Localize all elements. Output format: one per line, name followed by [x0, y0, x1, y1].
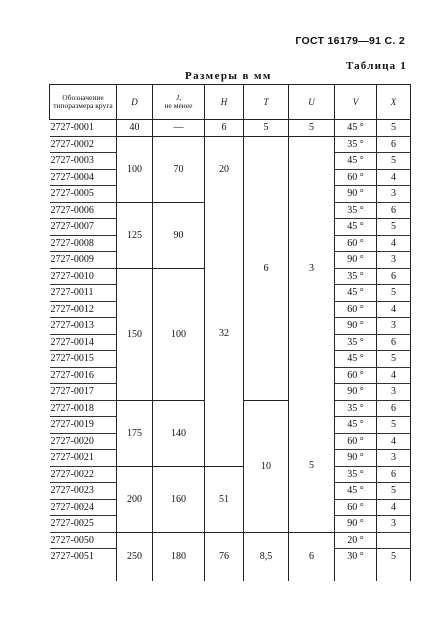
t-cell: 8,5 — [244, 532, 289, 581]
x-cell: 4 — [377, 301, 411, 318]
designation-cell: 2727-0015 — [50, 351, 117, 368]
designation-cell: 2727-0024 — [50, 499, 117, 516]
column-header-j — [153, 85, 205, 120]
designation-cell: 2727-0005 — [50, 186, 117, 203]
designation-cell: 2727-0022 — [50, 466, 117, 483]
x-cell: 4 — [377, 433, 411, 450]
gost-reference: ГОСТ 16179—91 С. 2 — [295, 35, 405, 47]
designation-cell: 2727-0017 — [50, 384, 117, 401]
v-cell: 60 ° — [335, 433, 377, 450]
designation-cell: 2727-0018 — [50, 400, 117, 417]
column-header-h: H — [205, 85, 244, 120]
v-cell: 60 ° — [335, 235, 377, 252]
table-row — [50, 466, 411, 483]
x-cell: 5 — [377, 120, 411, 137]
j-cell: 160 — [153, 466, 205, 532]
column-header-d: D — [117, 85, 153, 120]
column-header-j-symbol: J, — [175, 93, 182, 102]
v-cell: 45 ° — [335, 153, 377, 170]
v-cell: 30 ° — [335, 549, 377, 582]
x-cell: 5 — [377, 483, 411, 500]
x-cell: 3 — [377, 252, 411, 269]
x-cell: 5 — [377, 417, 411, 434]
table-caption: Размеры в мм — [185, 70, 272, 82]
x-cell: 5 — [377, 153, 411, 170]
table-row — [50, 136, 411, 153]
v-cell: 45 ° — [335, 351, 377, 368]
v-cell: 35 ° — [335, 466, 377, 483]
x-cell: 5 — [377, 285, 411, 302]
designation-cell: 2727-0013 — [50, 318, 117, 335]
table-header-row — [50, 85, 411, 120]
x-cell: 6 — [377, 136, 411, 153]
t-cell: 6 — [244, 136, 289, 400]
table-number-label: Таблица 1 — [345, 60, 407, 72]
column-header-u: U — [289, 85, 335, 120]
designation-cell: 2727-0003 — [50, 153, 117, 170]
table-row — [50, 202, 411, 219]
x-cell: 4 — [377, 235, 411, 252]
v-cell: 60 ° — [335, 499, 377, 516]
v-cell: 35 ° — [335, 202, 377, 219]
j-cell: 100 — [153, 268, 205, 400]
j-cell: 180 — [153, 532, 205, 581]
u-cell: 6 — [289, 532, 335, 581]
x-cell: 3 — [377, 450, 411, 467]
designation-cell: 2727-0011 — [50, 285, 117, 302]
d-cell: 175 — [117, 400, 153, 466]
designation-cell: 2727-0023 — [50, 483, 117, 500]
v-cell: 90 ° — [335, 252, 377, 269]
u-cell: 5 — [289, 120, 335, 137]
x-cell: 6 — [377, 268, 411, 285]
t-cell: 5 — [244, 120, 289, 137]
v-cell: 45 ° — [335, 417, 377, 434]
h-cell: 51 — [205, 466, 244, 532]
designation-cell: 2727-0019 — [50, 417, 117, 434]
column-header-v: V — [335, 85, 377, 120]
d-cell: 125 — [117, 202, 153, 268]
designation-cell: 2727-0009 — [50, 252, 117, 269]
column-header-x: X — [377, 85, 411, 120]
v-cell: 35 ° — [335, 400, 377, 417]
v-cell: 90 ° — [335, 384, 377, 401]
d-cell: 100 — [117, 136, 153, 202]
designation-cell: 2727-0008 — [50, 235, 117, 252]
v-cell: 35 ° — [335, 268, 377, 285]
h-cell: 20 — [205, 136, 244, 202]
designation-cell: 2727-0002 — [50, 136, 117, 153]
v-cell: 90 ° — [335, 516, 377, 533]
v-cell: 20 ° — [335, 532, 377, 549]
designation-cell: 2727-0025 — [50, 516, 117, 533]
h-cell: 32 — [205, 202, 244, 466]
v-cell: 35 ° — [335, 334, 377, 351]
v-cell: 60 ° — [335, 367, 377, 384]
d-cell: 40 — [117, 120, 153, 137]
x-cell: 3 — [377, 516, 411, 533]
j-cell: 70 — [153, 136, 205, 202]
v-cell: 90 ° — [335, 186, 377, 203]
designation-cell: 2727-0014 — [50, 334, 117, 351]
j-cell: — — [153, 120, 205, 137]
table-row — [50, 532, 411, 549]
designation-cell: 2727-0020 — [50, 433, 117, 450]
designation-cell: 2727-0006 — [50, 202, 117, 219]
j-cell: 140 — [153, 400, 205, 466]
column-header-designation: Обозначение типоразмера круга — [50, 85, 117, 120]
designation-cell: 2727-0001 — [50, 120, 117, 137]
u-cell: 3 — [289, 136, 335, 400]
d-cell: 200 — [117, 466, 153, 532]
designation-cell: 2727-0016 — [50, 367, 117, 384]
x-cell: 6 — [377, 334, 411, 351]
x-cell: 6 — [377, 400, 411, 417]
j-cell: 90 — [153, 202, 205, 268]
designation-cell: 2727-0021 — [50, 450, 117, 467]
v-cell: 90 ° — [335, 318, 377, 335]
designation-cell: 2727-0010 — [50, 268, 117, 285]
designation-cell: 2727-0050 — [50, 532, 117, 549]
x-cell: 6 — [377, 466, 411, 483]
designation-cell: 2727-0004 — [50, 169, 117, 186]
designation-cell: 2727-0051 — [50, 549, 117, 582]
x-cell: 6 — [377, 202, 411, 219]
column-header-j-note: не менее — [164, 101, 193, 110]
t-cell: 10 — [244, 400, 289, 532]
x-cell: 3 — [377, 384, 411, 401]
x-cell: 5 — [377, 219, 411, 236]
x-cell: 5 — [377, 351, 411, 368]
designation-cell: 2727-0007 — [50, 219, 117, 236]
x-cell — [377, 532, 411, 549]
column-header-t: T — [244, 85, 289, 120]
v-cell: 45 ° — [335, 219, 377, 236]
v-cell: 45 ° — [335, 120, 377, 137]
x-cell: 4 — [377, 169, 411, 186]
v-cell: 45 ° — [335, 285, 377, 302]
dimensions-table — [49, 84, 411, 581]
x-cell: 3 — [377, 318, 411, 335]
h-cell: 76 — [205, 532, 244, 581]
v-cell: 45 ° — [335, 483, 377, 500]
x-cell: 5 — [377, 549, 411, 582]
u-cell: 5 — [289, 400, 335, 532]
d-cell: 150 — [117, 268, 153, 400]
table-row — [50, 120, 411, 137]
d-cell: 250 — [117, 532, 153, 581]
v-cell: 60 ° — [335, 301, 377, 318]
x-cell: 3 — [377, 186, 411, 203]
v-cell: 90 ° — [335, 450, 377, 467]
v-cell: 60 ° — [335, 169, 377, 186]
h-cell: 6 — [205, 120, 244, 137]
designation-cell: 2727-0012 — [50, 301, 117, 318]
v-cell: 35 ° — [335, 136, 377, 153]
x-cell: 4 — [377, 499, 411, 516]
x-cell: 4 — [377, 367, 411, 384]
